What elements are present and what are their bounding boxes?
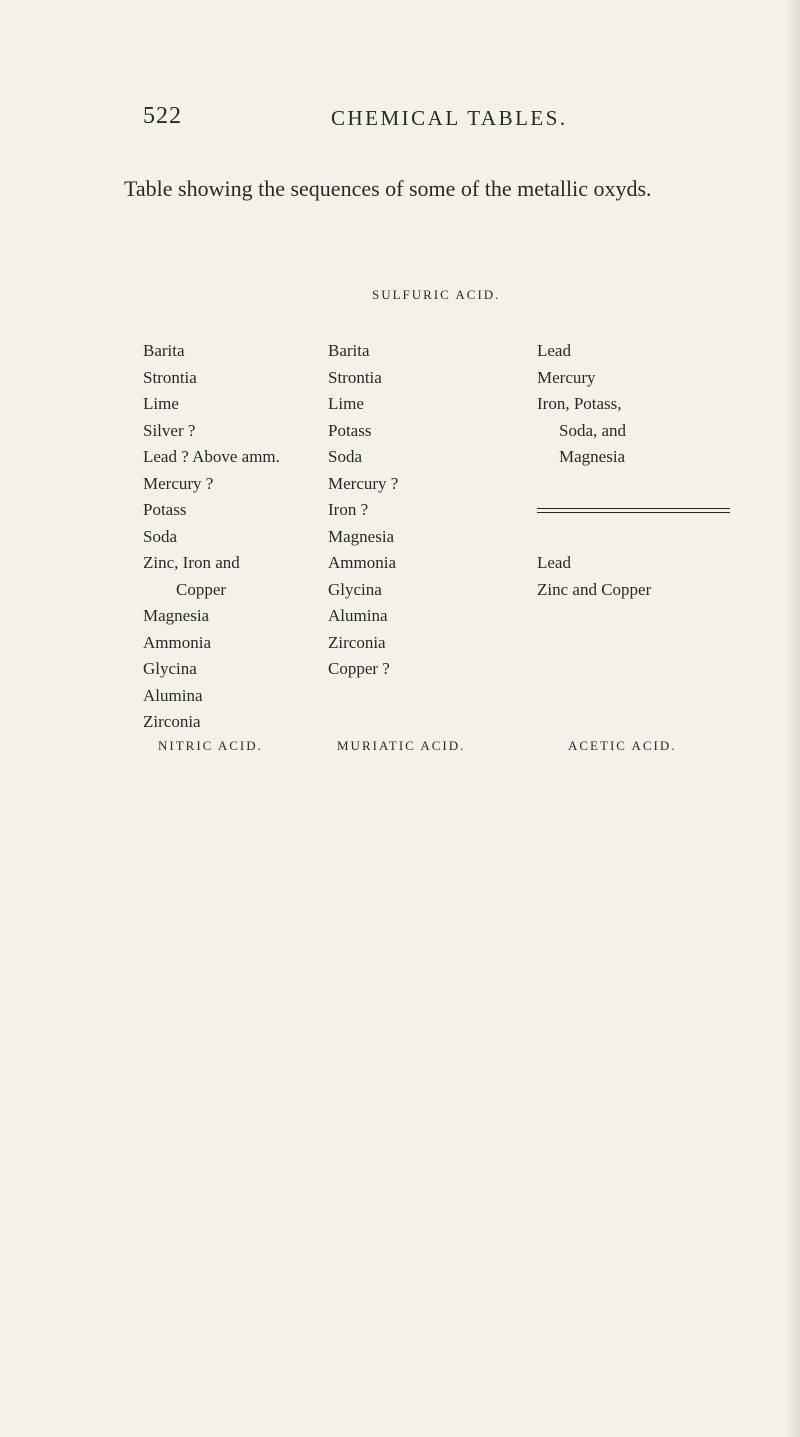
page-number: 522 xyxy=(143,103,182,129)
list-item: Zinc and Copper xyxy=(537,579,652,599)
sequence-column-nitric xyxy=(143,338,280,736)
sulfuric-acid-heading: SULFURIC ACID. xyxy=(372,287,501,302)
list-item: Magnesia xyxy=(328,526,395,546)
list-item: Iron ? xyxy=(328,500,369,519)
list-item: Potass xyxy=(328,420,372,440)
double-rule-divider xyxy=(537,497,651,524)
list-item: Copper ? xyxy=(328,659,390,678)
list-item: Mercury ? xyxy=(328,473,399,493)
list-item: Barita xyxy=(328,341,370,360)
list-item: Soda xyxy=(143,526,177,546)
list-item: Lead xyxy=(537,553,571,572)
list-item: Magnesia xyxy=(143,606,210,625)
list-item: Potass xyxy=(143,500,187,519)
acetic-acid-footer: ACETIC ACID. xyxy=(568,738,677,753)
list-item: Mercury ? xyxy=(143,473,214,493)
list-item: Soda xyxy=(328,447,362,466)
list-item: Zirconia xyxy=(328,632,386,652)
list-item: Zinc, Iron and xyxy=(143,553,240,572)
list-item: Ammonia xyxy=(143,632,211,652)
list-item: Copper xyxy=(176,579,227,599)
list-item: Barita xyxy=(143,341,185,360)
list-item: Lead xyxy=(537,341,571,360)
list-item: Lime xyxy=(143,394,179,413)
list-item: Ammonia xyxy=(328,553,396,572)
list-item: Magnesia xyxy=(559,447,626,466)
list-item: Alumina xyxy=(328,606,388,625)
list-item: Glycina xyxy=(328,579,382,599)
list-item: Mercury xyxy=(537,367,596,387)
nitric-acid-footer: NITRIC ACID. xyxy=(158,738,263,753)
list-item: Glycina xyxy=(143,659,197,678)
sequence-column-muriatic xyxy=(328,338,398,683)
running-head xyxy=(143,103,763,139)
list-item: Silver ? xyxy=(143,420,196,440)
list-item: Alumina xyxy=(143,685,203,705)
sequence-column-acetic xyxy=(537,338,651,603)
list-item: Zirconia xyxy=(143,712,201,731)
list-item: Soda, and xyxy=(559,420,627,440)
muriatic-acid-footer: MURIATIC ACID. xyxy=(337,738,466,753)
list-item: Iron, Potass, xyxy=(537,394,622,413)
running-title: CHEMICAL TABLES. xyxy=(331,106,568,130)
list-item: Strontia xyxy=(143,367,197,387)
list-item: Strontia xyxy=(328,367,382,387)
list-item: Lime xyxy=(328,394,364,413)
list-item-spacer xyxy=(537,524,651,551)
table-title: Table showing the sequences of some of the metallic oxyds. xyxy=(124,176,652,201)
page-edge-shadow xyxy=(786,0,800,1437)
list-item-spacer xyxy=(537,471,651,498)
list-item: Lead ? Above amm. xyxy=(143,447,280,466)
